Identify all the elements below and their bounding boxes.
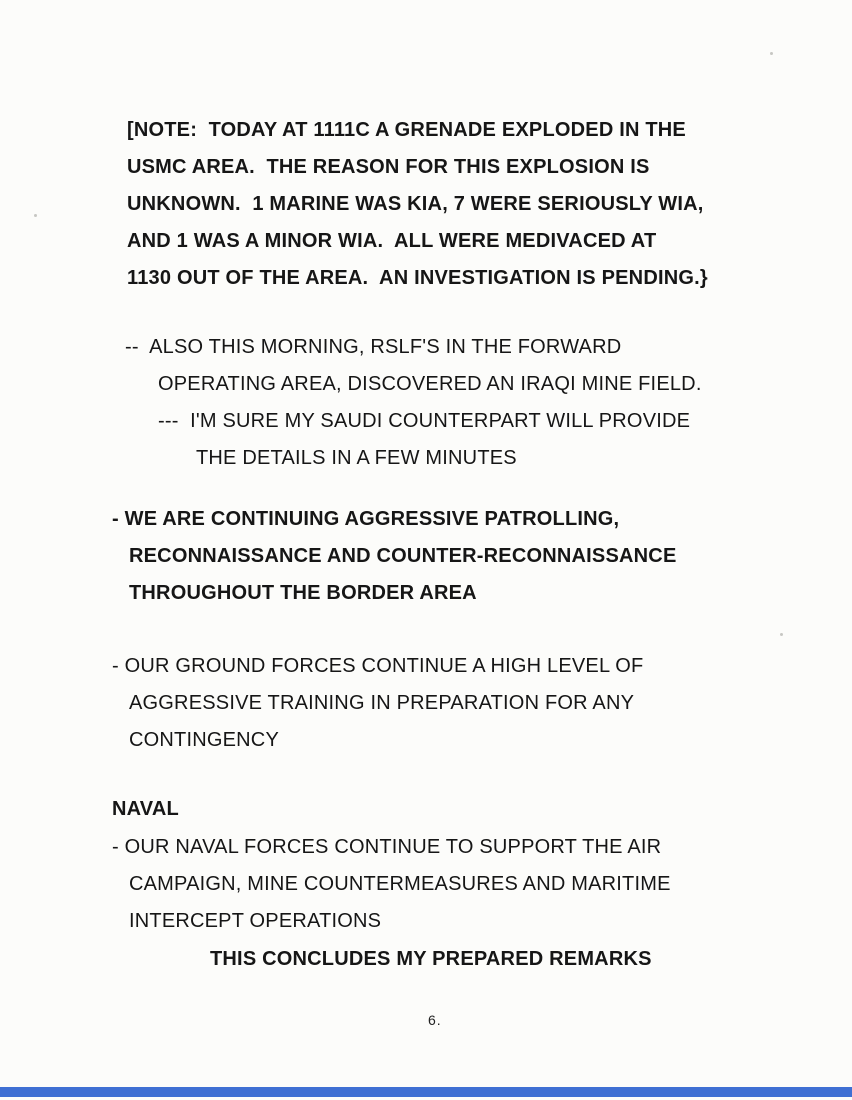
bullet-line: -- ALSO THIS MORNING, RSLF'S IN THE FORWARD <box>125 336 622 358</box>
scan-speck <box>780 633 783 636</box>
bullet-line: AGGRESSIVE TRAINING IN PREPARATION FOR ANY <box>129 692 635 714</box>
bullet-line: - WE ARE CONTINUING AGGRESSIVE PATROLLING, <box>112 508 620 530</box>
note-line: AND 1 WAS A MINOR WIA. ALL WERE MEDIVACED AT <box>127 230 657 252</box>
note-line: [NOTE: TODAY AT 1111C A GRENADE EXPLODED IN THE <box>127 119 686 141</box>
naval-heading <box>112 791 179 828</box>
bullet-line: OPERATING AREA, DISCOVERED AN IRAQI MINE FIELD. <box>158 373 702 395</box>
conclusion-line <box>210 941 652 978</box>
page-number: 6. <box>428 1012 442 1028</box>
section-heading: NAVAL <box>112 798 179 820</box>
bullet-line: THROUGHOUT THE BORDER AREA <box>129 582 477 604</box>
note-line: 1130 OUT OF THE AREA. AN INVESTIGATION IS PENDING.} <box>127 267 708 289</box>
conclusion-text: THIS CONCLUDES MY PREPARED REMARKS <box>210 948 652 970</box>
naval-forces-section <box>112 829 671 940</box>
bullet-line: CONTINGENCY <box>129 729 279 751</box>
bullet-line: RECONNAISSANCE AND COUNTER-RECONNAISSANCE <box>129 545 677 567</box>
sub-bullet-line: THE DETAILS IN A FEW MINUTES <box>196 447 517 469</box>
note-line: UNKNOWN. 1 MARINE WAS KIA, 7 WERE SERIOUSLY WIA, <box>127 193 704 215</box>
bullet-line: - OUR NAVAL FORCES CONTINUE TO SUPPORT THE AIR <box>112 836 662 858</box>
scan-speck <box>770 52 773 55</box>
note-paragraph <box>127 112 708 297</box>
scan-speck <box>34 214 37 217</box>
sub-bullet-line: --- I'M SURE MY SAUDI COUNTERPART WILL PROVIDE <box>158 410 691 432</box>
bullet-line: INTERCEPT OPERATIONS <box>129 910 382 932</box>
footer-blue-bar <box>0 1087 852 1097</box>
bullet-line: - OUR GROUND FORCES CONTINUE A HIGH LEVEL OF <box>112 655 644 677</box>
bullet-line: CAMPAIGN, MINE COUNTERMEASURES AND MARITIME <box>129 873 671 895</box>
note-line: USMC AREA. THE REASON FOR THIS EXPLOSION IS <box>127 156 650 178</box>
also-this-morning-section <box>125 329 702 477</box>
ground-forces-section <box>112 648 643 759</box>
patrolling-section <box>112 501 677 612</box>
